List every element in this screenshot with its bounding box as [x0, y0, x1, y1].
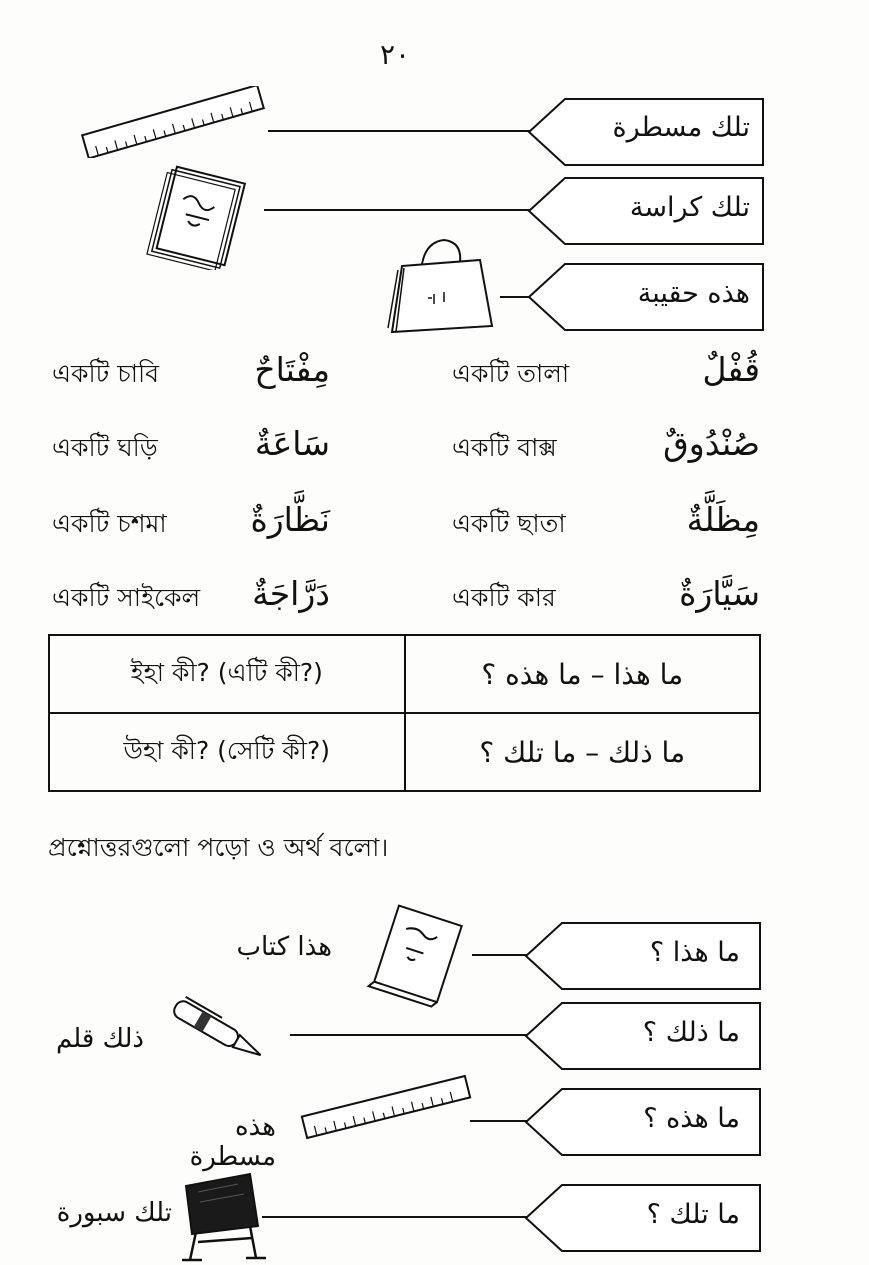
answer-text: هذا كتاب	[236, 932, 332, 962]
answer-text: هذه مسطرة	[189, 1112, 276, 1172]
table-row	[49, 713, 760, 791]
vocab-arabic: سَيَّارَةٌ	[679, 574, 760, 613]
vocab-bengali: একটি চশমা	[52, 509, 167, 538]
blackboard-icon	[176, 1168, 266, 1262]
table-cell-arabic: ما هذا – ما هذه ؟	[405, 635, 761, 713]
vocab-bengali: একটি তালা	[452, 359, 570, 388]
question-text: ما هذا ؟	[649, 937, 740, 968]
top-label-2: تلك كراسة	[629, 192, 750, 223]
answer-text: تلك سبورة	[56, 1198, 172, 1228]
connector-line	[470, 1120, 528, 1122]
pen-icon	[154, 994, 290, 1074]
connector-line	[268, 130, 530, 132]
page-number: ٢٠	[380, 38, 411, 71]
question-phrase-table	[48, 634, 761, 792]
question-text: ما ذلك ؟	[642, 1017, 740, 1048]
table-row	[49, 635, 760, 713]
vocab-arabic: مِفْتَاحٌ	[254, 350, 330, 389]
connector-line	[290, 1034, 528, 1036]
vocab-bengali: একটি চাবি	[52, 359, 160, 388]
vocab-arabic: نَظَّارَةٌ	[250, 500, 330, 539]
question-text: ما هذه ؟	[643, 1103, 740, 1134]
top-label-1: تلك مسطرة	[612, 112, 750, 143]
vocab-arabic: قُفْلٌ	[702, 350, 760, 389]
vocab-bengali: একটি কার	[452, 583, 556, 612]
connector-line	[500, 296, 530, 298]
notebook-icon	[146, 160, 256, 270]
table-cell-bengali: উহা কী? (সেটি কী?)	[49, 713, 405, 791]
connector-line	[264, 209, 530, 211]
answer-text: ذلك قلم	[55, 1024, 144, 1054]
connector-line	[472, 954, 528, 956]
vocab-bengali: একটি সাইকেল	[52, 583, 201, 612]
vocab-bengali: একটি ঘড়ি	[52, 433, 158, 462]
vocab-arabic: سَاعَةٌ	[254, 424, 330, 463]
table-cell-arabic: ما ذلك – ما تلك ؟	[405, 713, 761, 791]
top-label-3: هذه حقيبة	[637, 278, 750, 309]
vocab-arabic: صُنْدُوقٌ	[663, 424, 760, 463]
vocab-bengali: একটি বাক্স	[452, 433, 557, 462]
table-cell-bengali: ইহা কী? (এটি কী?)	[49, 635, 405, 713]
vocab-bengali: একটি ছাতা	[452, 509, 566, 538]
connector-line	[262, 1216, 528, 1218]
book-icon	[362, 904, 474, 1010]
bag-icon	[382, 236, 500, 336]
instruction-text: প্রশ্নোত্তরগুলো পড়ো ও অর্থ বলো।	[48, 833, 389, 862]
vocab-arabic: دَرَّاجَةٌ	[252, 574, 330, 613]
ruler-icon	[76, 86, 268, 158]
vocab-arabic: مِظَلَّةٌ	[686, 500, 760, 539]
question-text: ما تلك ؟	[646, 1199, 740, 1230]
ruler-icon	[298, 1074, 474, 1140]
